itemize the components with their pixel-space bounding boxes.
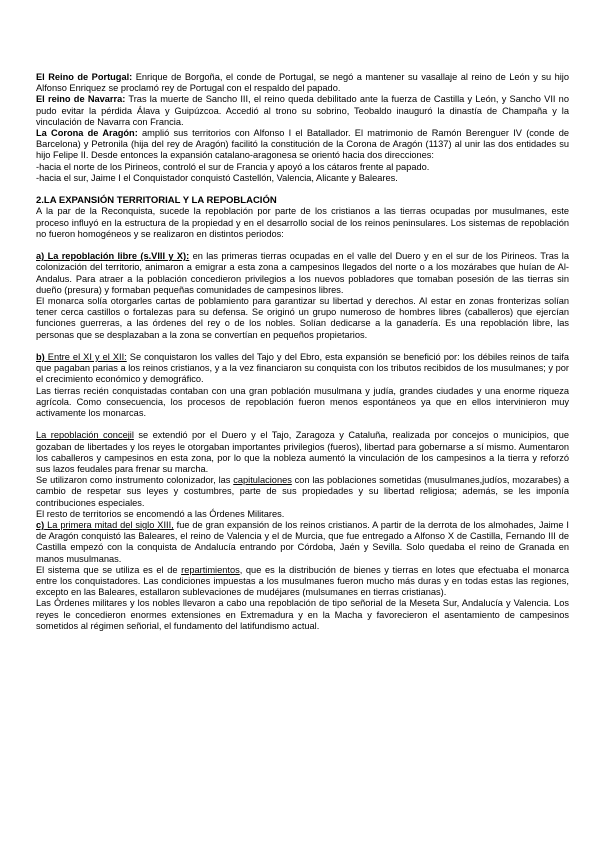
text-aragon: amplió sus territorios con Alfonso I el Batallador. El matrimonio de Ramón Berenguer IV (conde de Barcelona) y Petronila (hija del rey de Aragón) facilitó la constitución de la Corona de Aragón (1137) al unir las dos entidades su hijo Felipe II. Desde entonces la expansión catalano-aragonesa se orientó hacia dos direcciones: bbox=[36, 128, 569, 161]
text-capitulaciones-b: con las poblaciones sometidas (musulmanes,judíos, mozarabes) a cambio de respetar sus leyes y costumbres, parte de sus propiedades y su libertad religiosa; además, se les imponía contribuciones especiales. bbox=[36, 475, 569, 508]
section-title: 2.LA EXPANSIÓN TERRITORIAL Y LA REPOBLACIÓN bbox=[36, 195, 277, 207]
text-concejil: se extendió por el Duero y el Tajo, Zaragoza y Cataluña, realizada por concejos o municipios, que gozaban de libertades y los reyes le otorgaban importantes privilegios (fueros), libertad para gobernarse a sí mismo. Aumentaron los caballeros y campesinos en esta zona, por lo que la nobleza aumentó la vinculación de los campesinos a la tierra y reforzó sus lazos feudales para frenar su marcha. bbox=[36, 430, 569, 475]
paragraph-capitulaciones bbox=[36, 475, 569, 509]
text-xi-xii: Se conquistaron los valles del Tajo y del Ebro, esta expansión se benefició por: los débiles reinos de taifa que pagaban parias a los reinos cristianos, y a la vez financiaron su conquista con los tributos recibidos de los musulmanes; y por el crecimiento económico y demográfico. bbox=[36, 352, 569, 385]
paragraph-xi-xii bbox=[36, 352, 569, 386]
text-repartimientos-a: El sistema que se utiliza es el de bbox=[36, 564, 182, 575]
label-c-letter: c) bbox=[36, 520, 45, 531]
label-b-text: Entre el XI y el XII: bbox=[44, 352, 127, 363]
label-repoblacion-libre: a) La repoblación libre (s.VIII y X): bbox=[36, 251, 190, 262]
text-repartimientos-b: , que es la distribución de bienes y tierras en lotes que efectuaba el monarca entre los conquistadores. Las condiciones impuestas a los musulmanes fueron mucho más duras y en todas estas las regiones, excepto en las Baleares, estallaron sublevaciones de mudéjares (mulsumanes en tierras cristianas). bbox=[36, 564, 569, 598]
document-page bbox=[36, 72, 569, 632]
text-siglo-xiii: fue de gran expansión de los reinos cristianos. A partir de la derrota de los almohades, Jaime I de Aragón conquistó las Baleares, el reino de Valencia y el de Murcia, que fue entregado a Alfonso X de Castilla, Fernando III de Castilla empezó con la conquista de Andalucía entrando por Córdoba, Jaén y Sevilla. Solo quedaba el reino de Granada en manos musulmanas. bbox=[36, 520, 569, 564]
aragon-direction-south: -hacia el sur, Jaime I el Conquistador conquistó Castellón, Valencia, Alicante y Baleares. bbox=[36, 172, 398, 183]
paragraph-siglo-xiii bbox=[36, 520, 569, 565]
paragraph-repartimientos bbox=[36, 565, 569, 599]
heading-aragon: La Corona de Aragón: bbox=[36, 128, 138, 139]
term-repartimientos: repartimientos bbox=[181, 564, 240, 575]
label-c-text: La primera mitad del siglo XIII, bbox=[44, 520, 174, 531]
paragraph-aragon bbox=[36, 128, 569, 162]
label-xi-xii bbox=[36, 352, 127, 362]
heading-portugal: El Reino de Portugal: bbox=[36, 72, 133, 82]
paragraph-concejil bbox=[36, 430, 569, 475]
text-repoblacion-libre: en las primeras tierras ocupadas en el valle del Duero y en el sur de los Pirineos. Tras la colonización del territorio, animaron a emigrar a esta zona a campesinos llegados del norte o a los mozárabes que huían de Al-Andalus. Para atraer a la población concedieron privilegios a los nuevos pobladores que tomaban posesión de las tierras sin dueño (presura) y formaban pequeñas comunidades de campesinos libres. bbox=[36, 251, 570, 295]
aragon-direction-north: -hacia el norte de los Pirineos, controló el sur de Francia y apoyó a los cátaros frente al papado. bbox=[36, 161, 430, 172]
paragraph-navarra bbox=[36, 94, 569, 128]
label-concejil: La repoblación concejil bbox=[36, 430, 134, 441]
text-portugal: Enrique de Borgoña, el conde de Portugal, se negó a mantener su vasallaje al reino de León y su hijo Alfonso Enriquez se proclamó rey de Portugal con el respaldo del papado. bbox=[36, 72, 569, 94]
label-b-letter: b) bbox=[36, 352, 45, 363]
paragraph-senorial: Las Órdenes militares y los nobles llevaron a cabo una repoblación de tipo señorial de la Meseta Sur, Andalucía y Valencia. Los reyes le concedieron enormes extensiones en Extremadura y en la Macha y favorecieron el asentamiento de campesinos sometidos al régimen señorial, el fundamento del latifundismo actual. bbox=[36, 598, 569, 631]
heading-navarra: El reino de Navarra: bbox=[36, 94, 126, 105]
label-siglo-xiii bbox=[36, 520, 174, 530]
text-navarra: Tras la muerte de Sancho III, el reino queda debilitado ante la fuerza de Castilla y León, y Sancho VII no pudo evitar la pérdida Álava y Guipúzcoa. Accedió al trono su sobrino, Teobaldo inauguró la dinastía de Champaña y la vinculación de Navarra con Francia. bbox=[36, 94, 569, 127]
paragraph-xi-xii-2: Las tierras recién conquistadas contaban con una gran población musulmana y judía, grandes ciudades y una enorme riqueza agrícola. Como consecuencia, los procesos de repoblación fueron menos espontáneos ya que en ellos intervinieron muy activamente los monarcas. bbox=[36, 385, 569, 419]
text-capitulaciones-a: Se utilizaron como instrumento colonizador, las bbox=[36, 475, 234, 486]
term-capitulaciones: capitulaciones bbox=[233, 475, 292, 486]
paragraph-ordenes: El resto de territorios se encomendó a las Órdenes Militares. bbox=[36, 508, 285, 519]
paragraph-repoblacion-libre bbox=[36, 251, 569, 296]
section-intro: A la par de la Reconquista, sucede la repoblación por parte de los cristianos a las tierras ocupadas por musulmanes, este proceso influyó en la estructura de la propiedad y en el desarrollo social de los reinos peninsulares. Los sistemas de repoblación no fueron homogéneos y se realizaron en distintos periodos: bbox=[36, 206, 569, 239]
paragraph-repoblacion-libre-2: El monarca solía otorgarles cartas de poblamiento para garantizar su libertad y derechos. Al estar en zonas fronterizas solían tener cerca castillos o fortalezas para su defensa. Se originó un grupo numeroso de hombres libres (caballeros) que ejercían funciones guerreras, a las órdenes del rey o de los nobles. Solían dedicarse a la ganadería. Es una repoblación libre, las personas que se desplazaban a la zona se convertían en pequeños propietarios. bbox=[36, 296, 569, 340]
paragraph-portugal bbox=[36, 72, 569, 94]
